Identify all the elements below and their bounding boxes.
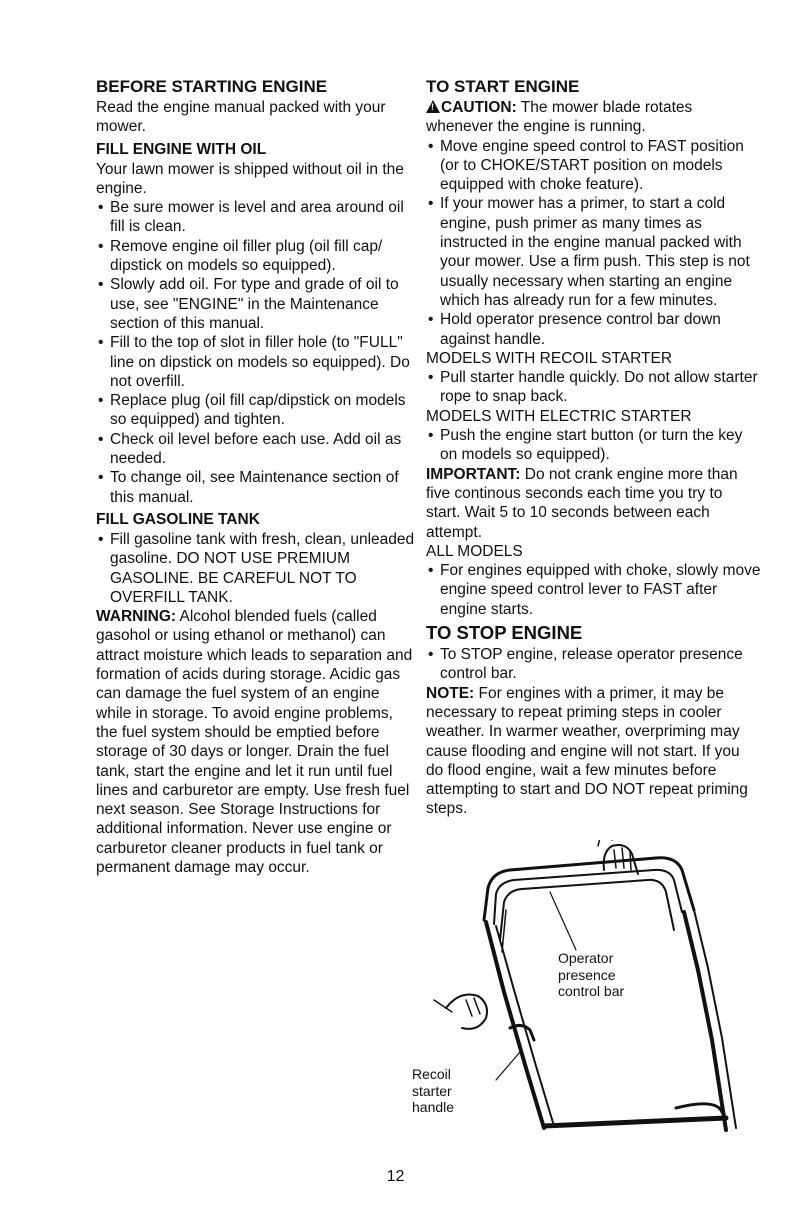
mower-handle-figure — [412, 840, 761, 1140]
list-item: • If your mower has a primer, to start a cold engine, push primer as many times as instructed in the engine manual packed with your mower. Use a firm push. This step is not usually necessary when starting an engine which has already run for a few minutes. — [426, 194, 761, 310]
stop-steps-list — [426, 645, 761, 684]
all-models-list — [426, 561, 761, 619]
list-item: • Fill to the top of slot in filler hole (to "FULL" line on dipstick on models so equipped). Do not overfill. — [96, 333, 418, 391]
list-item: • Slowly add oil. For type and grade of oil to use, see "ENGINE" in the Maintenance section of this manual. — [96, 275, 418, 333]
fill-oil-text: Your lawn mower is shipped without oil in the engine. — [96, 160, 404, 197]
operator-presence-label: Operator presence control bar — [558, 950, 625, 999]
list-item: • Check oil level before each use. Add oil as needed. — [96, 430, 418, 469]
important-text: Do not crank engine more than five continous seconds each time you try to start. Wait 5 to 10 seconds between each attempt. — [426, 465, 738, 541]
warning-paragraph — [96, 607, 418, 877]
heading-fill-oil: FILL ENGINE WITH OIL — [96, 140, 267, 158]
caution-icon — [426, 100, 440, 113]
heading-all-models: ALL MODELS — [426, 542, 523, 560]
heading-stop-engine: TO STOP ENGINE — [426, 622, 583, 644]
list-item: • Push the engine start button (or turn the key on models so equipped). — [426, 426, 761, 465]
list-item: • To change oil, see Maintenance section of this manual. — [96, 468, 418, 507]
caution-paragraph — [426, 98, 761, 137]
warning-text: Alcohol blended fuels (called gasohol or using ethanol or methanol) can attract moisture which leads to separation and formation of acids during storage. Acidic gas can damage the fuel system of an engine while in storage. To avoid engine problems, the fuel system should be emptied before storage of 30 days or longer. Drain the fuel tank, start the engine and let it run until fuel lines and carburetor are empty. Use fresh fuel next season. See Storage Instructions for additional information. Never use engine or carburetor cleaner products in fuel tank or permanent damage may occur. — [96, 608, 413, 876]
right-column — [426, 76, 761, 819]
start-steps-list — [426, 137, 761, 349]
list-item: • Pull starter handle quickly. Do not allow starter rope to snap back. — [426, 368, 761, 407]
heading-recoil-starter: MODELS WITH RECOIL STARTER — [426, 349, 673, 367]
note-label: NOTE: — [426, 684, 475, 702]
caution-label: CAUTION: — [441, 99, 517, 116]
important-label: IMPORTANT: — [426, 465, 521, 483]
list-item: • Fill gasoline tank with fresh, clean, unleaded gasoline. DO NOT USE PREMIUM GASOLINE. BE CAREFUL NOT TO OVERFILL TANK. — [96, 530, 418, 607]
list-item: • To STOP engine, release operator presence control bar. — [426, 645, 761, 684]
caution-text: The mower blade rotates whenever the engine is running. — [426, 99, 693, 136]
electric-steps-list — [426, 426, 761, 465]
note-paragraph — [426, 684, 761, 819]
list-item: • Hold operator presence control bar down against handle. — [426, 310, 761, 349]
heading-fill-gasoline: FILL GASOLINE TANK — [96, 510, 260, 528]
heading-electric-starter: MODELS WITH ELECTRIC STARTER — [426, 407, 692, 425]
warning-label: WARNING: — [96, 608, 177, 626]
recoil-steps-list — [426, 368, 761, 407]
important-paragraph — [426, 465, 761, 542]
heading-before-starting: BEFORE STARTING ENGINE — [96, 77, 328, 96]
left-column — [96, 76, 418, 877]
page-number: 12 — [386, 1168, 405, 1185]
list-item: • Be sure mower is level and area around oil fill is clean. — [96, 198, 418, 237]
note-text: For engines with a primer, it may be necessary to repeat priming steps in cooler weather. In warmer weather, overpriming may cause flooding and engine will not start. If you do flood engine, wait a few minutes before attempting to start and DO NOT repeat priming steps. — [426, 684, 748, 818]
heading-start-engine: TO START ENGINE — [426, 77, 580, 96]
oil-steps-list — [96, 198, 418, 507]
list-item: • For engines equipped with choke, slowly move engine speed control lever to FAST after engine starts. — [426, 561, 761, 619]
list-item: • Remove engine oil filler plug (oil fill cap/ dipstick on models so equipped). — [96, 237, 418, 276]
list-item: • Move engine speed control to FAST position (or to CHOKE/START position on models equipped with choke feature). — [426, 137, 761, 195]
gas-steps-list — [96, 530, 418, 607]
list-item: • Replace plug (oil fill cap/dipstick on models so equipped) and tighten. — [96, 391, 418, 430]
intro-text: Read the engine manual packed with your mower. — [96, 99, 386, 136]
recoil-starter-label: Recoil starter handle — [412, 1066, 455, 1115]
